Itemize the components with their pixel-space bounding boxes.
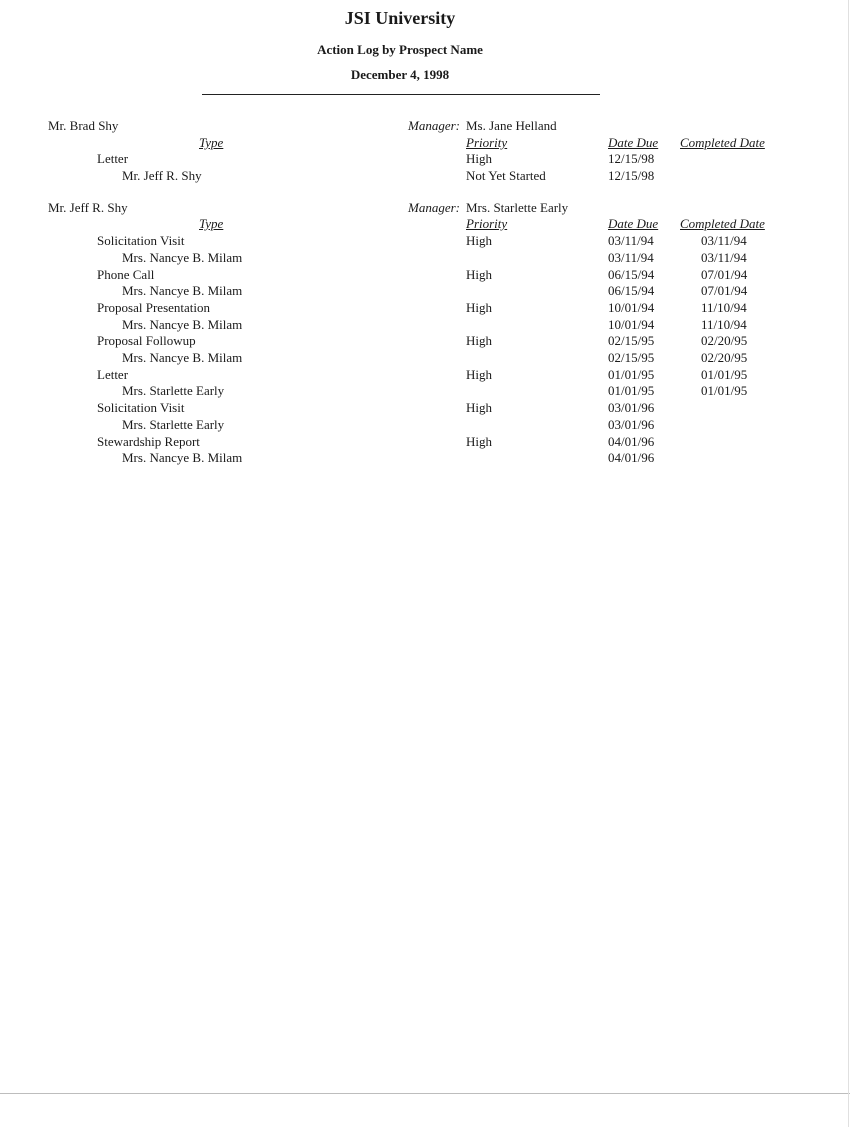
action-type: Letter (97, 367, 129, 382)
staff-date-due: 10/01/94 (608, 317, 655, 332)
action-completed-date: 02/20/95 (701, 333, 748, 348)
staff-completed-date: 02/20/95 (701, 350, 748, 365)
report-title: JSI University (344, 8, 456, 28)
manager-label: Manager: (408, 200, 460, 215)
action-date-due: 03/11/94 (608, 233, 654, 248)
staff-date-due: 01/01/95 (608, 383, 655, 398)
manager-label: Manager: (408, 118, 460, 133)
action-priority: High (466, 267, 492, 282)
staff-completed-date: 01/01/95 (701, 383, 748, 398)
staff-name: Mrs. Nancye B. Milam (122, 250, 243, 265)
action-completed-date: 11/10/94 (701, 300, 747, 315)
action-type: Stewardship Report (97, 434, 200, 449)
staff-date-due: 02/15/95 (608, 350, 655, 365)
action-date-due: 04/01/96 (608, 434, 655, 449)
action-priority: High (466, 400, 492, 415)
staff-name: Mrs. Nancye B. Milam (122, 283, 243, 298)
column-header-priority: Priority (466, 135, 508, 150)
column-header-type: Type (199, 135, 224, 150)
staff-name: Mrs. Starlette Early (122, 383, 225, 398)
column-header-date-due: Date Due (608, 135, 659, 150)
action-priority: High (466, 434, 492, 449)
action-date-due: 06/15/94 (608, 267, 655, 282)
report-subtitle: Action Log by Prospect Name (317, 42, 483, 57)
prospect-name: Mr. Brad Shy (48, 118, 119, 133)
action-priority: High (466, 367, 492, 382)
staff-name: Mrs. Nancye B. Milam (122, 450, 243, 465)
action-date-due: 10/01/94 (608, 300, 655, 315)
column-header-date-due: Date Due (608, 216, 659, 231)
action-type: Solicitation Visit (97, 400, 185, 415)
action-date-due: 01/01/95 (608, 367, 655, 382)
staff-date-due: 04/01/96 (608, 450, 655, 465)
action-type: Letter (97, 151, 129, 166)
action-priority: High (466, 233, 492, 248)
action-type: Proposal Followup (97, 333, 196, 348)
prospect-name: Mr. Jeff R. Shy (48, 200, 128, 215)
staff-name: Mrs. Nancye B. Milam (122, 350, 243, 365)
scan-edge-line (0, 1093, 850, 1094)
action-priority: High (466, 333, 492, 348)
staff-date-due: 03/11/94 (608, 250, 654, 265)
staff-date-due: 03/01/96 (608, 417, 655, 432)
staff-completed-date: 03/11/94 (701, 250, 747, 265)
staff-name: Mrs. Nancye B. Milam (122, 317, 243, 332)
action-priority: High (466, 151, 492, 166)
action-priority: High (466, 300, 492, 315)
header-divider (202, 94, 600, 95)
staff-date-due: 06/15/94 (608, 283, 655, 298)
action-completed-date: 03/11/94 (701, 233, 747, 248)
scan-edge-line-right (848, 0, 849, 1127)
report-date: December 4, 1998 (350, 67, 450, 82)
staff-priority: Not Yet Started (466, 168, 546, 183)
action-date-due: 12/15/98 (608, 151, 655, 166)
column-header-type: Type (199, 216, 224, 231)
staff-date-due: 12/15/98 (608, 168, 655, 183)
action-type: Proposal Presentation (97, 300, 211, 315)
action-type: Phone Call (97, 267, 155, 282)
staff-completed-date: 11/10/94 (701, 317, 747, 332)
action-date-due: 03/01/96 (608, 400, 655, 415)
action-type: Solicitation Visit (97, 233, 185, 248)
column-header-completed-date: Completed Date (680, 216, 765, 231)
manager-name: Mrs. Starlette Early (466, 200, 569, 215)
manager-name: Ms. Jane Helland (466, 118, 557, 133)
staff-completed-date: 07/01/94 (701, 283, 748, 298)
action-completed-date: 01/01/95 (701, 367, 748, 382)
action-completed-date: 07/01/94 (701, 267, 748, 282)
column-header-completed-date: Completed Date (680, 135, 765, 150)
staff-name: Mr. Jeff R. Shy (122, 168, 202, 183)
staff-name: Mrs. Starlette Early (122, 417, 225, 432)
action-date-due: 02/15/95 (608, 333, 655, 348)
column-header-priority: Priority (466, 216, 508, 231)
